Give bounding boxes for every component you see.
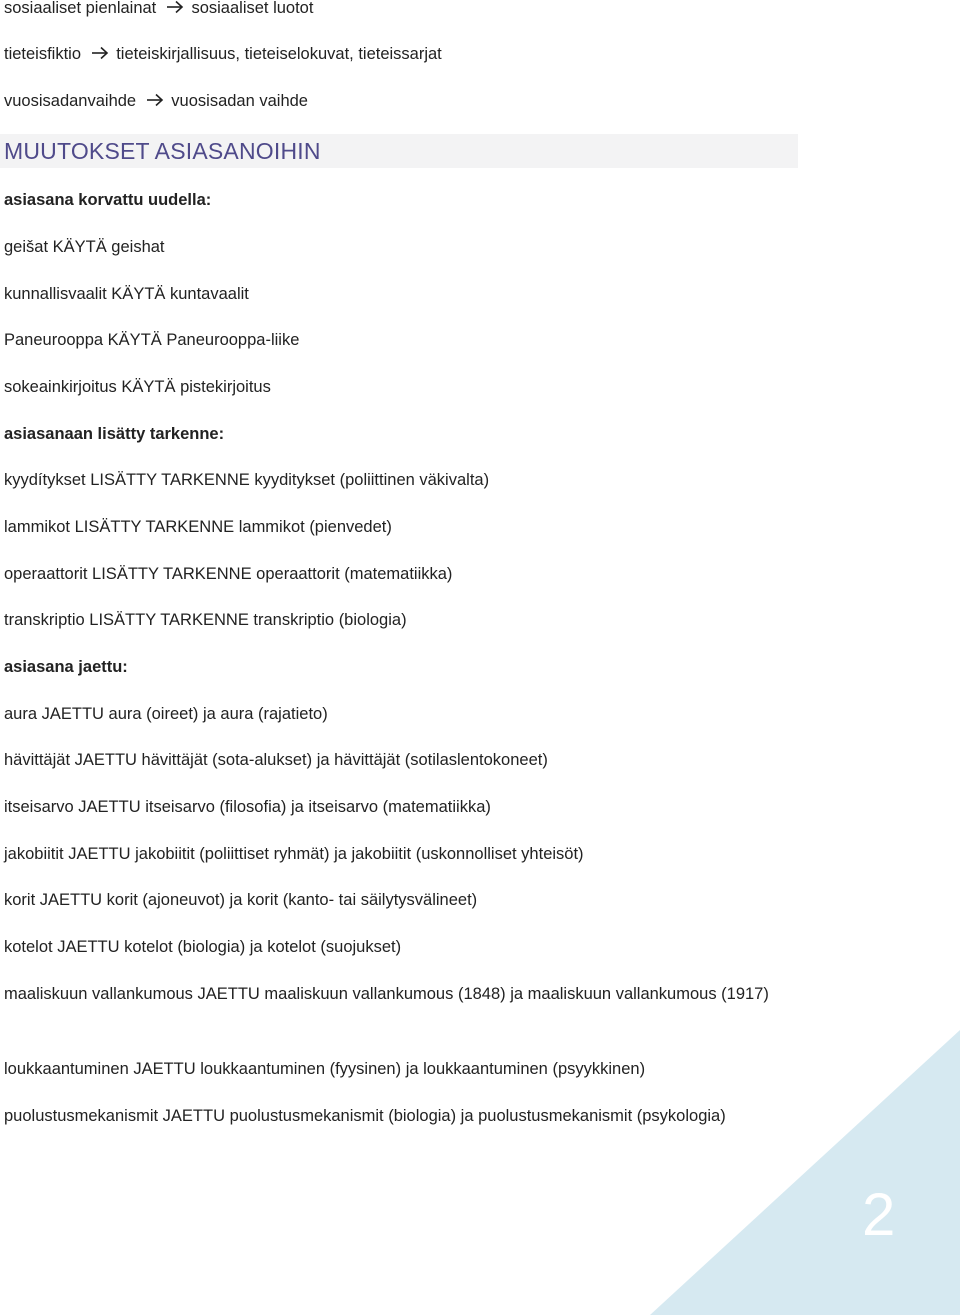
list-item: geišat KÄYTÄ geishat (4, 238, 165, 256)
list-item: operaattorit LISÄTTY TARKENNE operaattorit (matematiikka) (4, 565, 453, 583)
arrow-right-icon (91, 46, 109, 60)
page-number: 2 (862, 1181, 896, 1248)
decorative-corner-shape (640, 1015, 960, 1315)
list-item: kunnallisvaalit KÄYTÄ kuntavaalit (4, 285, 249, 303)
reference-target: sosiaaliset luotot (191, 0, 314, 17)
subsection-title-split: asiasana jaettu: (4, 658, 128, 676)
arrow-right-icon (146, 93, 164, 107)
reference-target: tieteiskirjallisuus, tieteiselokuvat, tieteissarjat (116, 45, 442, 63)
list-item: jakobiitit JAETTU jakobiitit (poliittiset ryhmät) ja jakobiitit (uskonnolliset yhteisöt) (4, 845, 584, 863)
reference-target: vuosisadan vaihde (171, 92, 308, 110)
arrow-right-icon (166, 0, 184, 14)
list-item: aura JAETTU aura (oireet) ja aura (rajatieto) (4, 705, 328, 723)
list-item: maaliskuun vallankumous JAETTU maaliskuun vallankumous (1848) ja maaliskuun vallankumous (1917) (4, 985, 769, 1003)
list-item: lammikot LISÄTTY TARKENNE lammikot (pienvedet) (4, 518, 392, 536)
reference-line (4, 40, 442, 68)
list-item: hävittäjät JAETTU hävittäjät (sota-alukset) ja hävittäjät (sotilaslentokoneet) (4, 751, 548, 769)
list-item: loukkaantuminen JAETTU loukkaantuminen (fyysinen) ja loukkaantuminen (psyykkinen) (4, 1060, 646, 1078)
reference-line (4, 0, 313, 22)
list-item: korit JAETTU korit (ajoneuvot) ja korit (kanto- tai säilytysvälineet) (4, 891, 478, 909)
section-heading: MUUTOKSET ASIASANOIHIN (4, 138, 321, 164)
list-item: sokeainkirjoitus KÄYTÄ pistekirjoitus (4, 378, 271, 396)
reference-source: tieteisfiktio (4, 45, 82, 63)
list-item: kotelot JAETTU kotelot (biologia) ja kotelot (suojukset) (4, 938, 402, 956)
reference-source: vuosisadanvaihde (4, 92, 137, 110)
subsection-title-replaced: asiasana korvattu uudella: (4, 191, 212, 209)
list-item: Paneurooppa KÄYTÄ Paneurooppa-liike (4, 331, 300, 349)
list-item: puolustusmekanismit JAETTU puolustusmekanismit (biologia) ja puolustusmekanismit (psykologia) (4, 1107, 726, 1125)
reference-line (4, 87, 308, 115)
list-item: kyydítykset LISÄTTY TARKENNE kyyditykset (poliittinen väkivalta) (4, 471, 490, 489)
reference-source: sosiaaliset pienlainat (4, 0, 157, 17)
list-item: itseisarvo JAETTU itseisarvo (filosofia) ja itseisarvo (matematiikka) (4, 798, 491, 816)
list-item: transkriptio LISÄTTY TARKENNE transkriptio (biologia) (4, 611, 407, 629)
subsection-title-qualified: asiasanaan lisätty tarkenne: (4, 425, 225, 443)
